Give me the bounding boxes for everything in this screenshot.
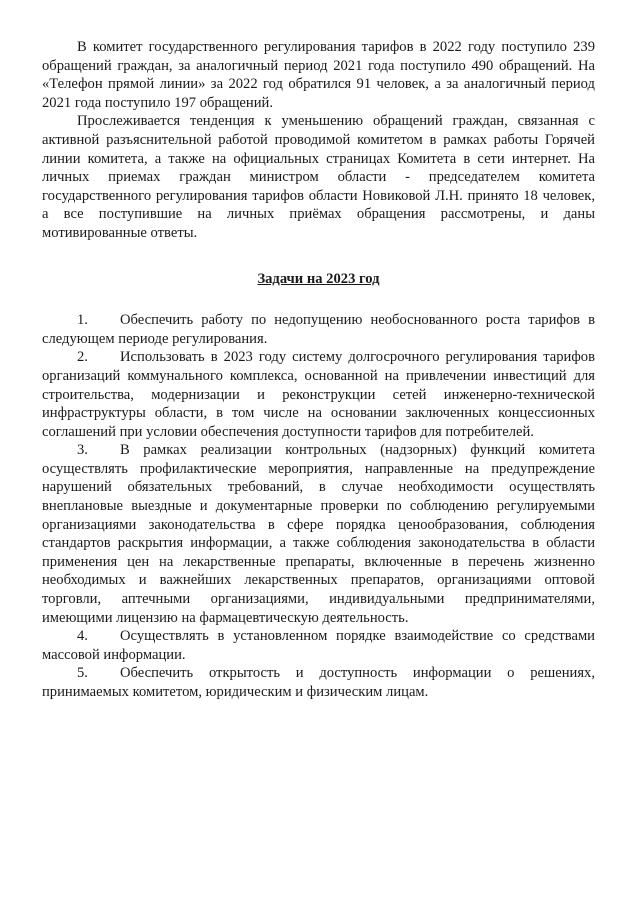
task-text: Осуществлять в установленном порядке взаимодействие со средствами массовой информации. xyxy=(42,628,595,663)
task-number: 3. xyxy=(77,442,88,459)
task-item xyxy=(42,664,595,701)
tasks-list xyxy=(42,311,595,701)
paragraph-appeals-trend: Прослеживается тенденция к уменьшению обращений граждан, связанная с активной разъяснительной работой проводимой комитетом в рамках работы Горячей линии комитета, а также на официальных страницах Комитета в сети интернет. На личных приемах граждан министром области - председателем комитета государственного регулирования тарифов области Новиковой Л.Н. принято 18 человек, а все поступившие на личных приёмах обращения рассмотрены, и даны мотивированные ответы. xyxy=(42,113,595,241)
task-number: 5. xyxy=(77,665,88,682)
task-item xyxy=(42,348,595,441)
document-body xyxy=(42,38,595,702)
task-text: Обеспечить открытость и доступность информации о решениях, принимаемых комитетом, юридическим и физическим лицам. xyxy=(42,665,595,700)
task-item xyxy=(42,627,595,664)
task-item xyxy=(42,441,595,627)
task-number: 1. xyxy=(77,312,88,329)
task-text: Обеспечить работу по недопущению необоснованного роста тарифов в следующем периоде регулирования. xyxy=(42,312,595,347)
task-text: В рамках реализации контрольных (надзорных) функций комитета осуществлять профилактические мероприятия, направленные на предупреждение нарушений обязательных требований, в случае необходимости осуществлять внеплановые выездные и документарные проверки по соблюдению регулируемыми организациями законодательства в сфере порядка ценообразования, соблюдения стандартов раскрытия информации, а также соблюдения законодательства в области применения цен на лекарственные препараты, включенные в перечень жизненно необходимых и важнейших лекарственных препаратов, организациями оптовой торговли, аптечными организациями, индивидуальными предпринимателями, имеющими лицензию на фармацевтическую деятельность. xyxy=(42,442,595,626)
task-text: Использовать в 2023 году систему долгосрочного регулирования тарифов организаций коммунального комплекса, основанной на привлечении инвестиций для строительства, модернизации и реконструкции сетей инженерно-технической инфраструктуры области, в том числе на основании заключенных концессионных соглашений при условии обеспечения доступности тарифов для потребителей. xyxy=(42,349,595,440)
task-item xyxy=(42,311,595,348)
section-heading: Задачи на 2023 год xyxy=(257,270,380,287)
task-number: 4. xyxy=(77,628,88,645)
task-number: 2. xyxy=(77,349,88,366)
paragraph-appeals-statistics: В комитет государственного регулирования тарифов в 2022 году поступило 239 обращений граждан, за аналогичный период 2021 года поступило 490 обращений. На «Телефон прямой линии» за 2022 год обратился 91 человек, а за аналогичный период 2021 года поступило 197 обращений. xyxy=(42,39,595,111)
